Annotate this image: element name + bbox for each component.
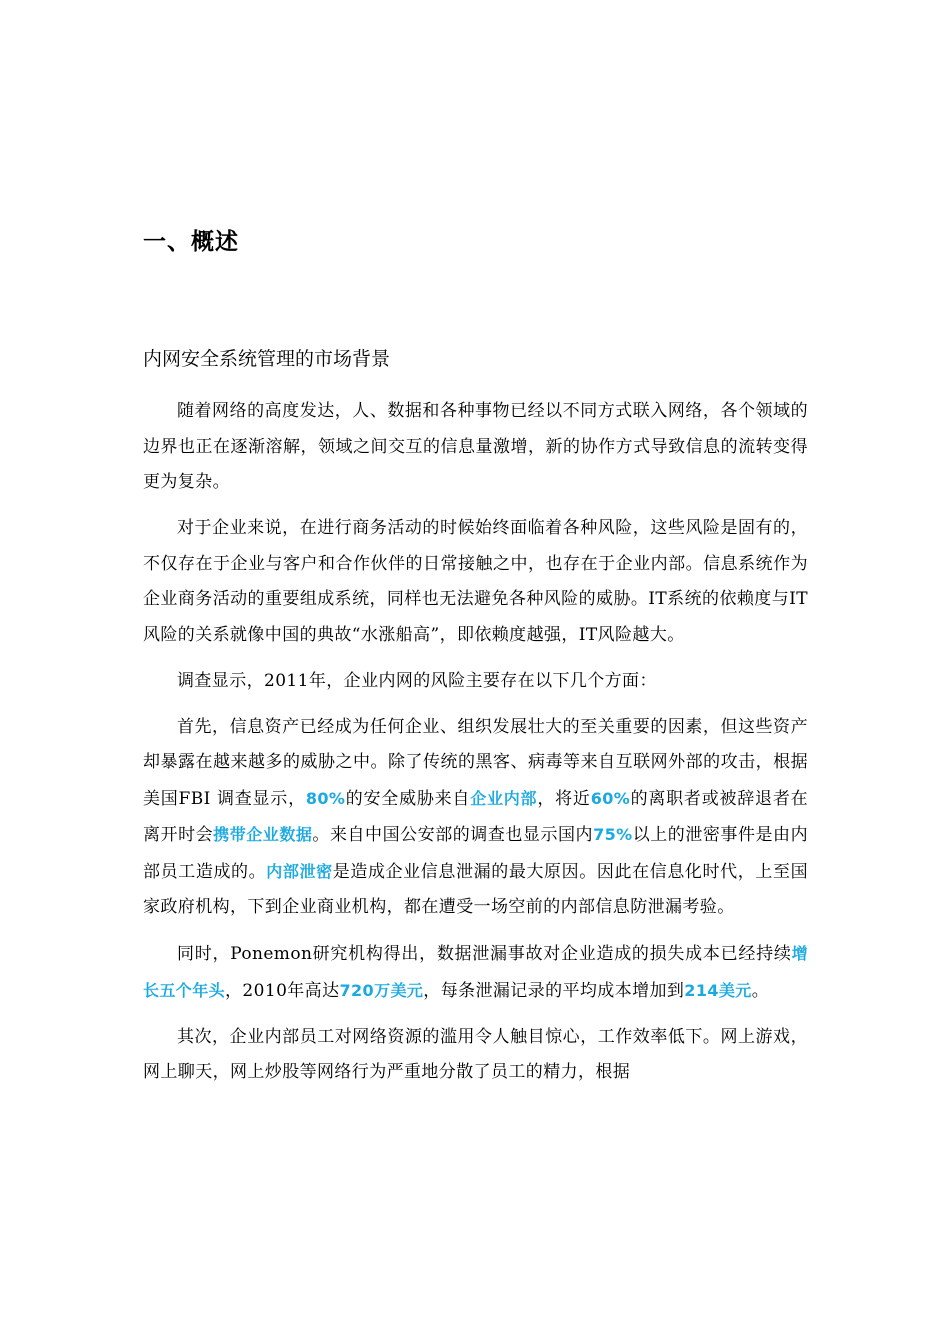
paragraph bbox=[143, 394, 808, 501]
text-run: ，将近 bbox=[537, 788, 591, 809]
paragraph bbox=[143, 936, 808, 1009]
highlighted-text: 75% bbox=[593, 825, 633, 844]
text-run: 对于企业来说，在进行商务活动的时候始终面临着各种风险，这些风险是固有的，不仅存在于企业与客户和合作伙伴的日常接触之中，也存在于企业内部。信息系统作为企业商务活动的重要组成系统，同样也无法避免各种风险的威胁。IT系统的依赖度与IT风险的关系就像中国的典故“水涨船高”，即依赖度越强，IT风险越大。 bbox=[143, 518, 808, 645]
text-run: 的安全威胁来自 bbox=[345, 788, 471, 809]
section-heading: 一、概述 bbox=[143, 229, 239, 255]
text-run: 调查显示，2011年，企业内网的风险主要存在以下几个方面： bbox=[177, 670, 657, 691]
text-run: 其次，企业内部员工对网络资源的滥用令人触目惊心，工作效率低下。网上游戏，网上聊天，网上炒股等网络行为严重地分散了员工的精力，根据 bbox=[143, 1026, 808, 1082]
text-run: 首先，信息资产已经成为任何企业、组织发展壮大的至关重要的因素，但这些资产却暴露在越来越多的威胁之中。除了传统的黑客、病毒等来自互联网外部的攻击，根据美国FBI 调查显示， bbox=[143, 716, 808, 809]
highlighted-text: 720万美元 bbox=[339, 980, 424, 1000]
text-run: 是造成企业信息泄漏的最大原因。因此在信息化时代，上至国家政府机构，下到企业商业机构，都在遭受一场空前的内部信息防泄漏考验。 bbox=[143, 861, 808, 917]
text-run: 随着网络的高度发达，人、数据和各种事物已经以不同方式联入网络，各个领域的边界也正在逐渐溶解，领域之间交互的信息量激增，新的协作方式导致信息的流转变得更为复杂。 bbox=[143, 401, 808, 492]
text-run: ，2010年高达 bbox=[225, 980, 340, 1001]
text-run: 的离职者或被辞退者在离开时会 bbox=[143, 788, 808, 845]
highlighted-text: 携带企业数据 bbox=[213, 825, 313, 844]
subsection-heading: 内网安全系统管理的市场背景 bbox=[143, 348, 391, 370]
paragraph bbox=[143, 511, 808, 653]
text-run: 。 bbox=[751, 980, 770, 1001]
paragraph bbox=[143, 710, 808, 926]
text-run: 同时，Ponemon研究机构得出，数据泄漏事故对企业造成的损失成本已经持续 bbox=[177, 944, 792, 964]
body-text bbox=[143, 394, 808, 1101]
highlighted-text: 增长五个年头 bbox=[143, 944, 808, 1000]
highlighted-text: 内部泄密 bbox=[266, 861, 333, 881]
text-run: ，每条泄漏记录的平均成本增加到 bbox=[423, 980, 685, 1001]
highlighted-text: 80% bbox=[305, 788, 346, 808]
text-run: 以上的泄密事件是由内部员工造成的。 bbox=[143, 825, 808, 882]
highlighted-text: 214美元 bbox=[684, 980, 752, 1000]
text-run: 。来自中国公安部的调查也显示国内 bbox=[312, 825, 594, 845]
highlighted-text: 60% bbox=[590, 788, 631, 808]
paragraph bbox=[143, 1020, 808, 1091]
highlighted-text: 企业内部 bbox=[470, 788, 538, 808]
paragraph bbox=[143, 664, 808, 700]
